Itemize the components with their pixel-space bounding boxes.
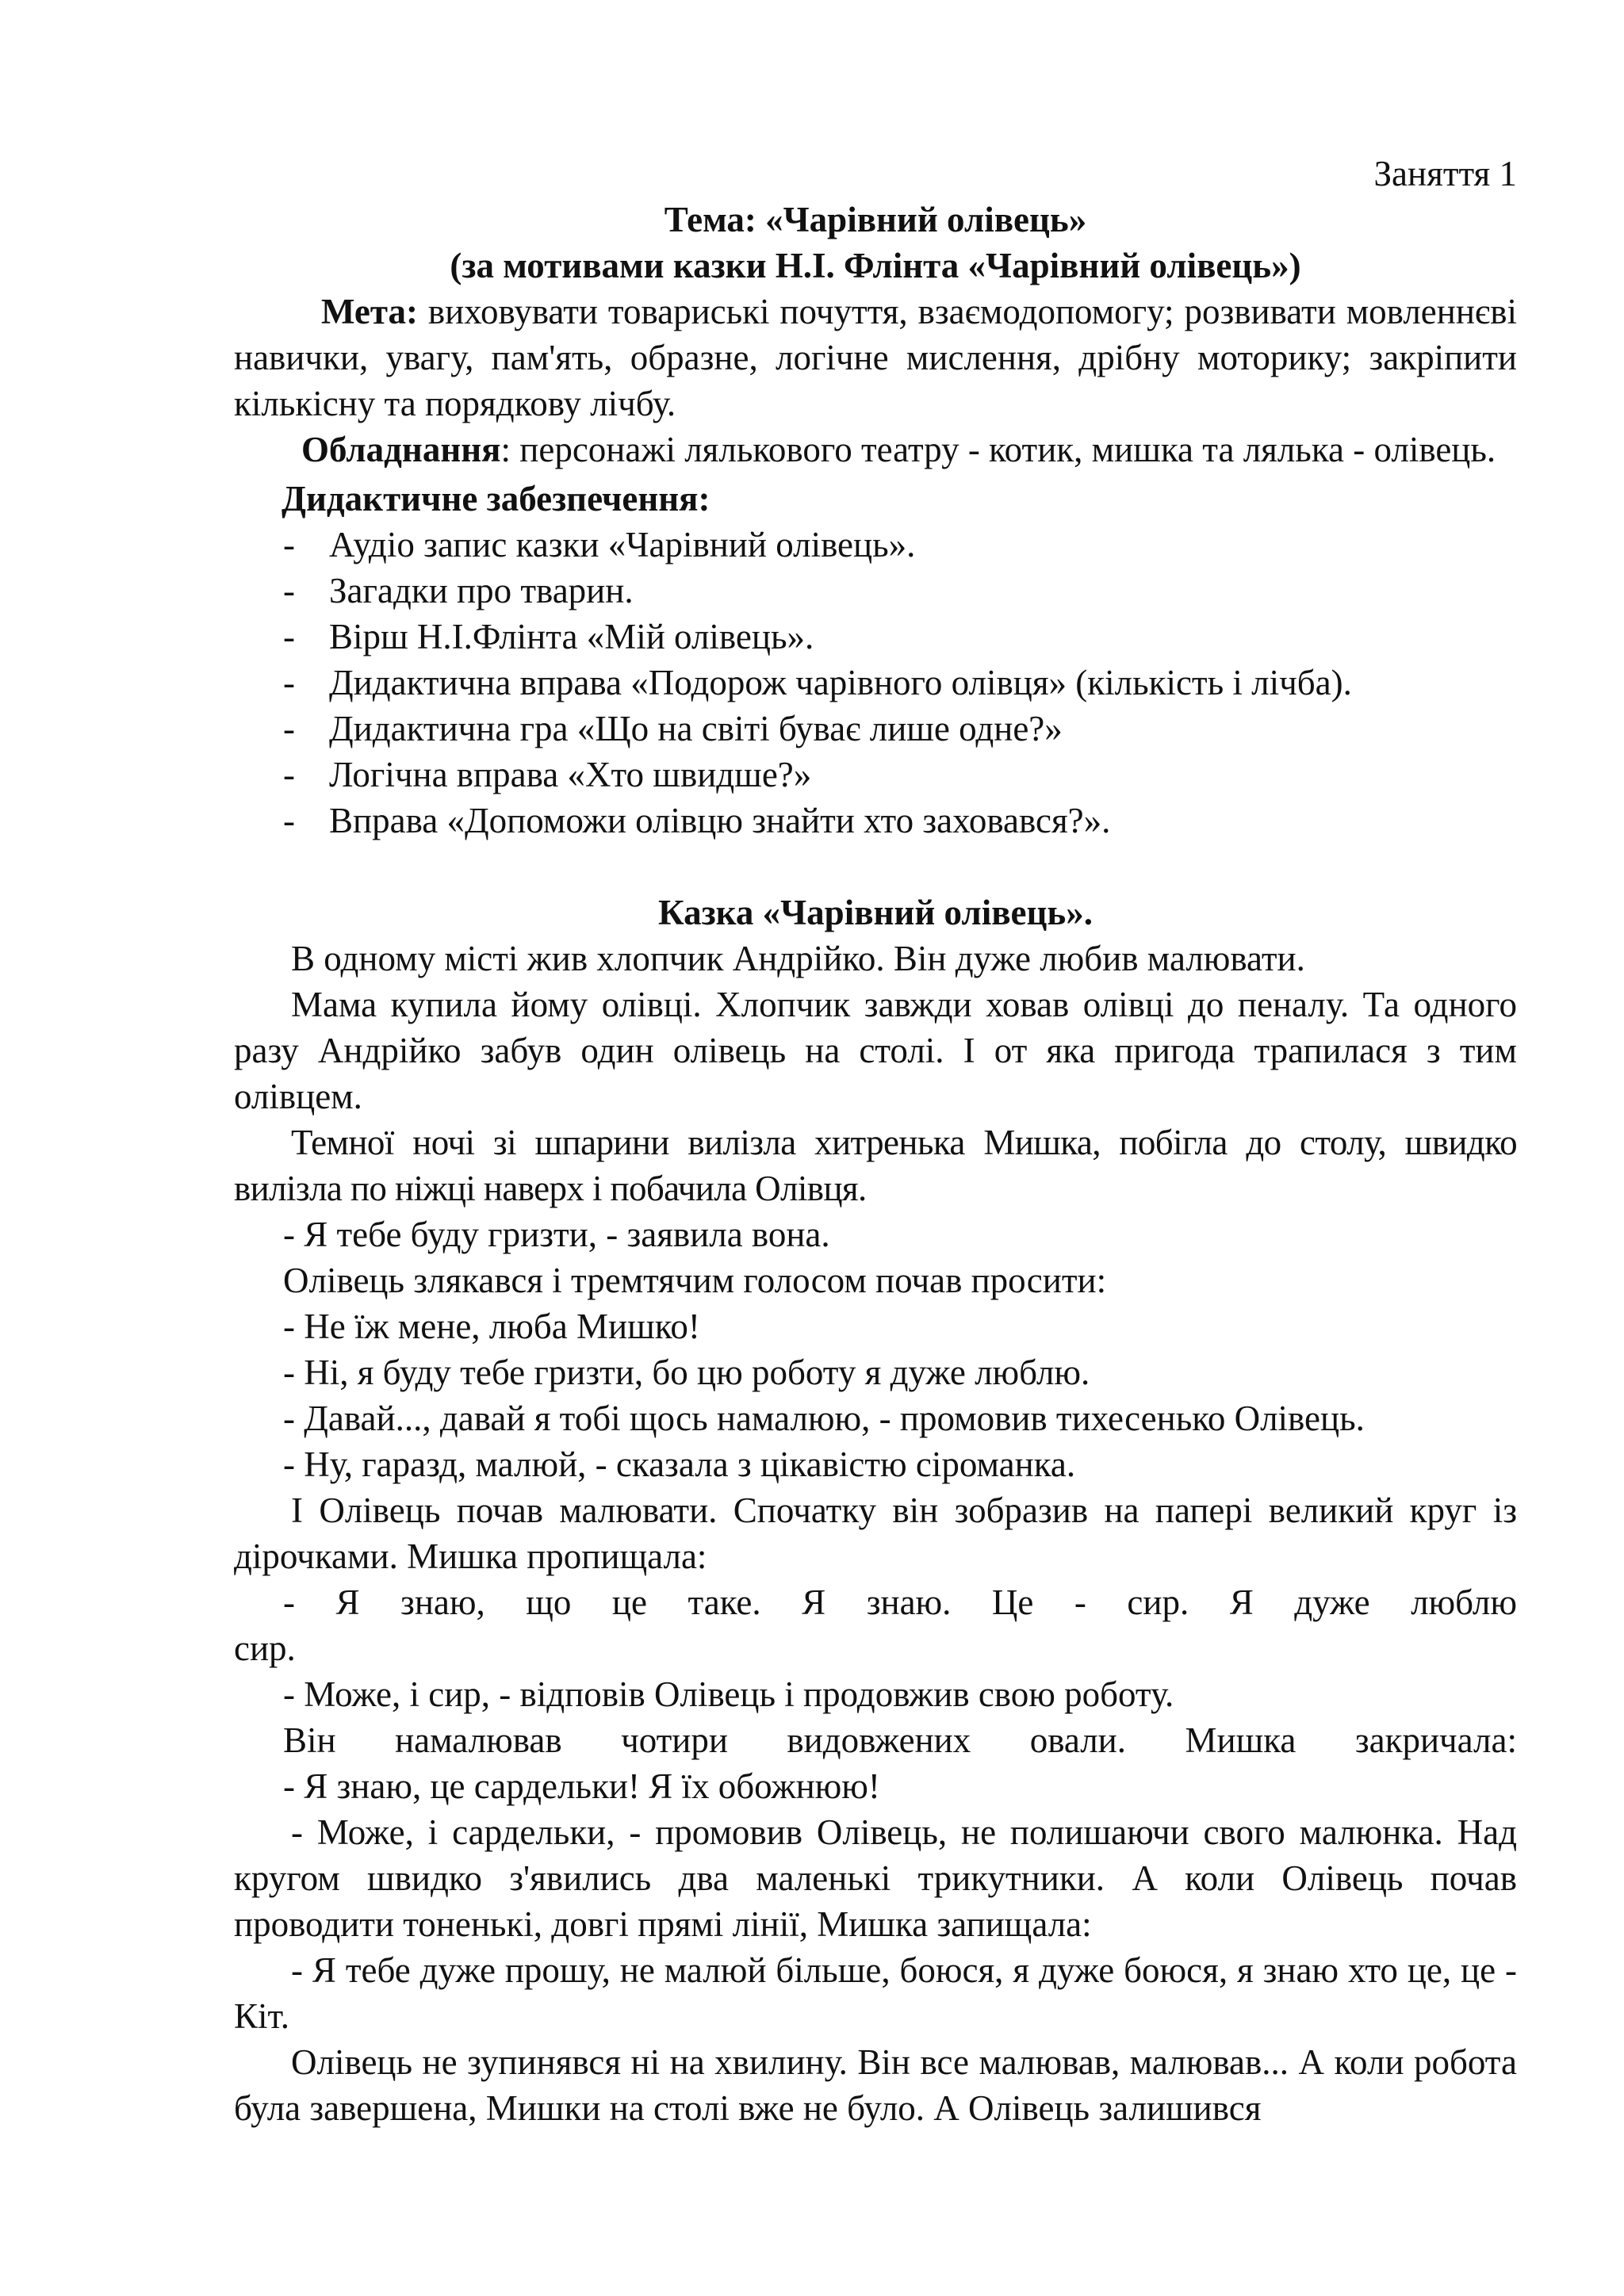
tale-paragraph: Олівець злякався і тремтячим голосом почав просити: xyxy=(283,1261,1107,1300)
list-item: - Аудіо запис казки «Чарівний олівець». xyxy=(283,525,916,564)
tale-paragraph: Мама купила йому олівці. Хлопчик завжди ховав олівці до пеналу. Та одного разу Андрійко забув один олівець на столі. І от яка пригода трапилася з тим олівцем. xyxy=(234,985,1517,1116)
lesson-number: Заняття 1 xyxy=(1373,154,1517,193)
list-item: - Вірш Н.І.Флінта «Мій олівець». xyxy=(283,617,814,656)
tale-dialogue: - Я знаю, що це таке. Я знаю. Це - сир. Я дуже люблю xyxy=(283,1582,1517,1622)
goal-paragraph xyxy=(234,289,1517,427)
tale-dialogue: - Може, і сардельки, - промовив Олівець, не полишаючи свого малюнка. Над кругом швидко з'явились два маленькі трикутники. А коли Олівець почав проводити тоненькі, довгі прямі лінії, Мишка запищала: xyxy=(234,1812,1517,1944)
goal-text: виховувати товариські почуття, взаємодопомогу; розвивати мовленнєві навички, увагу, пам'ять, образне, логічне мислення, дрібну моторику; закріпити кількісну та порядкову лічбу. xyxy=(234,292,1517,423)
tale-paragraph: В одному місті жив хлопчик Андрійко. Він дуже любив малювати. xyxy=(291,939,1305,978)
goal-label: Мета: xyxy=(321,292,418,331)
equipment-text: : персонажі лялькового театру - котик, мишка та лялька - олівець. xyxy=(500,430,1496,469)
list-item: - Дидактична гра «Що на світі буває лише одне?» xyxy=(283,709,1063,748)
list-item: - Дидактична вправа «Подорож чарівного олівця» (кількість і лічба). xyxy=(283,663,1352,702)
lesson-subtitle: (за мотивами казки Н.І. Флінта «Чарівний олівець») xyxy=(450,246,1301,285)
equipment-paragraph xyxy=(234,427,1517,473)
tale-dialogue: - Не їж мене, люба Мишко! xyxy=(283,1307,700,1346)
list-item: - Вправа «Допоможи олівцю знайти хто заховався?». xyxy=(283,801,1111,840)
tale-dialogue: - Я тебе дуже прошу, не малюй більше, боюся, я дуже боюся, я знаю хто це, це - Кіт. xyxy=(234,1950,1517,2036)
tale-dialogue: - Я знаю, це сардельки! Я їх обожнюю! xyxy=(283,1766,880,1806)
tale-dialogue-continued: сир. xyxy=(234,1628,296,1668)
document-page xyxy=(234,151,1517,2131)
list-item: - Загадки про тварин. xyxy=(283,571,634,610)
tale-dialogue: - Ні, я буду тебе гризти, бо цю роботу я дуже люблю. xyxy=(283,1353,1090,1392)
tale-dialogue: - Я тебе буду гризти, - заявила вона. xyxy=(283,1215,830,1254)
tale-dialogue: - Може, і сир, - відповів Олівець і продовжив свою роботу. xyxy=(283,1674,1174,1714)
tale-paragraph: Олівець не зупинявся ні на хвилину. Він все малював, малював... А коли робота була завершена, Мишки на столі вже не було. А Олівець залишився xyxy=(234,2042,1517,2128)
tale-paragraph: І Олівець почав малювати. Спочатку він зобразив на папері великий круг із дірочками. Мишка пропищала: xyxy=(234,1490,1517,1576)
list-item: - Логічна вправа «Хто швидше?» xyxy=(283,755,812,794)
didactic-list xyxy=(234,522,1517,844)
tale-paragraph: Темної ночі зі шпарини вилізла хитренька Мишка, побігла до столу, швидко вилізла по ніжці наверх і побачила Олівця. xyxy=(234,1123,1517,1208)
equipment-label: Обладнання xyxy=(301,430,501,469)
tale-dialogue: - Давай..., давай я тобі щось намалюю, - промовив тихесенько Олівець. xyxy=(283,1399,1365,1438)
tale-paragraph: Він намалював чотири видовжених овали. Мишка закричала: xyxy=(283,1720,1517,1760)
tale-title: Казка «Чарівний олівець». xyxy=(658,893,1093,932)
lesson-theme: Тема: «Чарівний олівець» xyxy=(664,200,1087,239)
tale-dialogue: - Ну, гаразд, малюй, - сказала з цікавістю сіроманка. xyxy=(283,1445,1076,1484)
didactic-title: Дидактичне забезпечення: xyxy=(282,479,710,519)
